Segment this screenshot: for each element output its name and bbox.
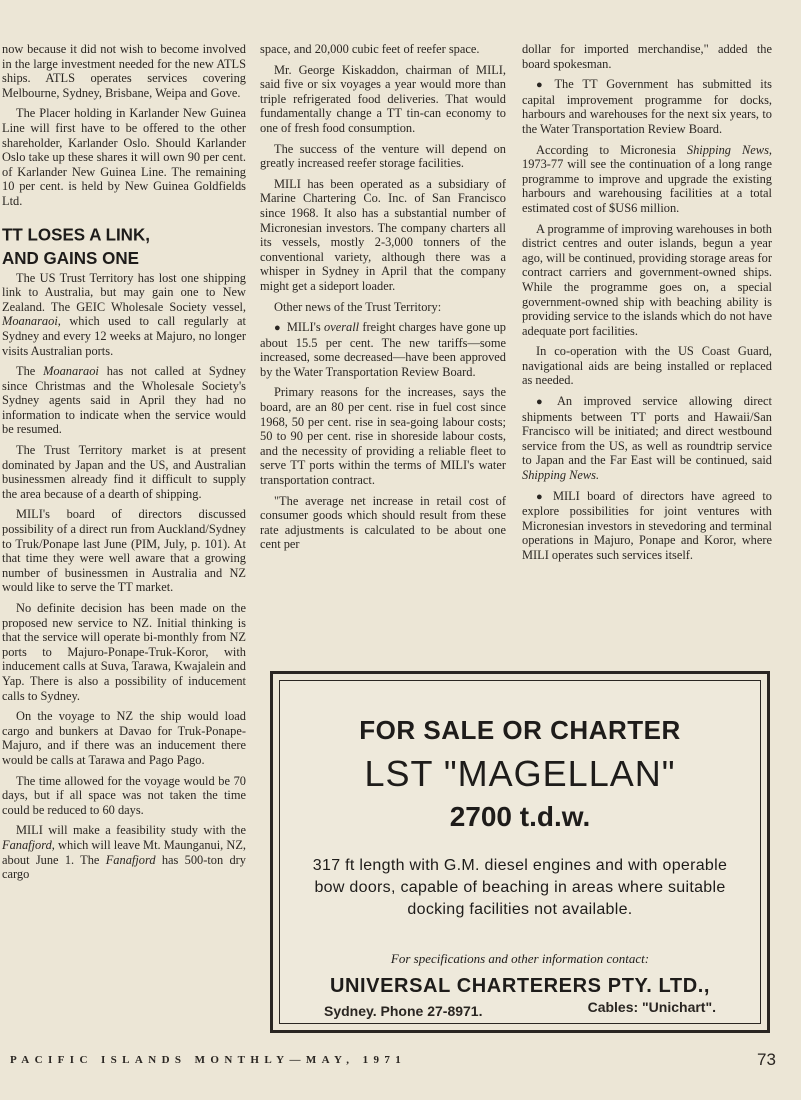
text: The US Trust Territory has lost one shipping link to Australia, but may gain one to New Zealand. The GEIC Wholesale Society vessel, <box>2 270 246 314</box>
paragraph: dollar for imported merchandise," added the board spokesman. <box>522 42 772 71</box>
bullet-paragraph: ● MILI board of directors have agreed to explore possibilities for joint ventures with Micronesian investors in stevedoring and terminal operations in Majuro, Ponape and Koror, where MILI operates such services itself. <box>522 489 772 563</box>
advertisement-inner-frame <box>279 680 761 1024</box>
paragraph: The time allowed for the voyage would be 70 days, but if all space was not taken the time could be reduced to 60 days. <box>2 773 246 817</box>
ad-tonnage: 2700 t.d.w. <box>449 801 591 832</box>
text: MILI's <box>286 320 321 335</box>
text: An improved service allowing direct shipments between TT ports and Hawaii/San Francisco will be initiated; and direct westbound service from the US, as well as roundtrip service to Japan and the Far East will be continued, said <box>522 394 772 468</box>
ship-name: Moanaraoi <box>43 364 99 379</box>
paragraph: A programme of improving warehouses in both district centres and outer islands, begun a year ago, will be continued, providing storage areas for contract carriers and government-owned ships. While the programme goes on, a special government-owned ship with beaching ability is providing service to the islands which do not have adequate port facilities. <box>522 221 772 338</box>
paragraph <box>2 271 246 359</box>
publication-name: Shipping News, <box>686 142 772 157</box>
advertisement-box <box>270 671 770 1033</box>
article-headline <box>2 223 246 269</box>
headline-line-1: TT LOSES A LINK, <box>2 224 150 245</box>
ship-name: Fanafjord, <box>2 837 55 852</box>
paragraph: now because it did not wish to become involved in the large investment needed for the new ATLS ships. ATLS operates services covering Melbourne, Sydney, Brisbane, Weipa and Gove. <box>2 42 246 100</box>
text: which will leave Mt. Maunganui, NZ, about June 1. The <box>2 837 246 867</box>
paragraph: The Placer holding in Karlander New Guinea Line will first have to be offered to the other shareholder, Karlander Oslo. Should Karlander Oslo take up these shares it will own 90 per cent. of Karlander New Guinea Line. The remaining 10 per cent. is held by New Guinea Goldfields Ltd. <box>2 106 246 208</box>
text: 1973-77 will see the continuation of a long range programme to improve and upgrade the existing harbours and warehousing facilities at a total estimated cost of $US6 million. <box>522 157 772 215</box>
paragraph <box>2 823 246 881</box>
text: According to Micronesia <box>536 142 676 157</box>
text: has 500-ton dry cargo <box>2 852 246 882</box>
text: MILI will make a feasibility study with the <box>16 823 246 838</box>
ad-company-name: UNIVERSAL CHARTERERS PTY. LTD., <box>329 975 711 997</box>
paragraph: MILI's board of directors discussed possibility of a direct run from Auckland/Sydney to Truk/Ponape last June (PIM, July, p. 101). At that time they were well aware that a growing number of businessmen in Australia and NZ would like to serve the TT market. <box>2 507 246 595</box>
headline-line-2: AND GAINS ONE <box>2 247 139 268</box>
text: freight charges have gone up about 15.5 per cent. The new tariffs—some increased, some decreased—have been approved by the Water Transportation Review Board. <box>260 320 506 379</box>
ad-description: 317 ft length with G.M. diesel engines and with operable bow doors, capable of beaching in areas where suitable docking facilities not available. <box>312 857 728 918</box>
paragraph: space, and 20,000 cubic feet of reefer space. <box>260 42 480 56</box>
bullet-paragraph <box>260 320 506 379</box>
publication-name: Shipping News. <box>522 468 600 483</box>
bullet-paragraph <box>522 394 772 483</box>
paragraph: Other news of the Trust Territory: <box>274 299 442 314</box>
emphasis: overall <box>324 320 360 335</box>
paragraph: No definite decision has been made on the proposed new service to NZ. Initial thinking is that the service will operate bi-monthly from NZ ports to Majuro-Ponape-Truk-Koror, with inducement calls at Suva, Tarawa, Kwajalein and Yap. There is also a possibility of inducement calls to Sydney. <box>2 601 246 703</box>
paragraph: MILI has been operated as a subsidiary of Marine Chartering Co. Inc. of San Francisco since 1968. It also has a substantial number of Micronesian investors. The company charters all its vessels, mostly 2-3,000 tonners of the conventional variety, although there was a whisper in Sydney in April that the company might get a sideport loader. <box>260 176 506 293</box>
ship-name: Moanaraoi, <box>2 314 61 329</box>
article-column-1 <box>2 42 246 882</box>
page-number: 73 <box>757 1050 776 1069</box>
ad-contact-note: For specifications and other information contact: <box>390 951 650 966</box>
paragraph <box>2 364 246 437</box>
text: has not called at Sydney since Christmas and the Wholesale Society's Sydney agents said in April they had no information to indicate when the service would be resumed. <box>2 364 246 437</box>
paragraph: Mr. George Kiskaddon, chairman of MILI, said five or six voyages a year would more than triple refrigerated food deliveries. That would fundamentally change a TT tin-can economy to one of fresh food consumption. <box>260 62 506 135</box>
article-column-2 <box>260 42 506 552</box>
text: The <box>16 364 36 379</box>
ad-phone: Sydney. Phone 27-8971. <box>324 1003 483 1019</box>
text: which used to call regularly at Sydney and every 12 weeks at Majuro, no longer visits Australian ports. <box>2 314 246 358</box>
bullet-paragraph: ● The TT Government has submitted its capital improvement programme for docks, harbours and warehouses for the next six years, to the Water Transportation Review Board. <box>522 77 772 136</box>
running-footer: PACIFIC ISLANDS MONTHLY—MAY, 1971 <box>10 1054 407 1066</box>
paragraph: "The average net increase in retail cost of consumer goods which should result from these rate adjustments is calculated to be about one cent per <box>260 493 506 552</box>
ad-ship-name: LST "MAGELLAN" <box>364 753 676 794</box>
paragraph: On the voyage to NZ the ship would load cargo and bunkers at Davao for Truk-Ponape-Majuro, and if there was an inducement there would be calls at Tarawa and Pago Pago. <box>2 709 246 767</box>
ship-name: Fanafjord <box>105 852 156 867</box>
ad-title: FOR SALE OR CHARTER <box>359 715 681 745</box>
paragraph: In co-operation with the US Coast Guard, navigational aids are being installed or replaced as needed. <box>522 344 772 388</box>
paragraph: The Trust Territory market is at present dominated by Japan and the US, and Australian businessmen already find it difficult to supply the area because of a dearth of shipping. <box>2 443 246 501</box>
paragraph: The success of the venture will depend on greatly increased reefer storage facilities. <box>260 141 506 171</box>
paragraph <box>522 143 772 216</box>
article-column-3 <box>522 42 772 563</box>
paragraph: Primary reasons for the increases, says the board, are an 80 per cent. rise in fuel cost since 1968, 50 per cent. rise in sea-going labour costs; 50 to 90 per cent. rise in shoreside labour costs, and the necessity of providing a reliable fleet to serve TT ports within the terms of MILI's water transportation contract. <box>260 385 506 488</box>
ad-cables: Cables: "Unichart". <box>587 999 716 1015</box>
